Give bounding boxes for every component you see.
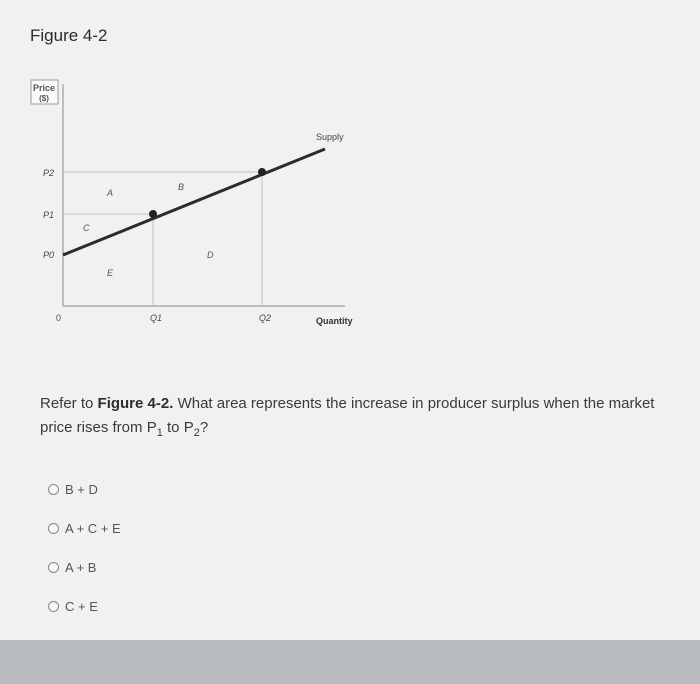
answer-option-label: A + C + E	[65, 520, 121, 536]
area-label-b: B	[178, 182, 185, 192]
figure-title: Figure 4-2	[30, 26, 108, 45]
supply-curve	[63, 149, 325, 255]
radio-button[interactable]	[48, 484, 59, 495]
price-tick-p1: P1	[43, 210, 55, 220]
area-label-d: D	[207, 250, 214, 260]
answer-option-3[interactable]	[48, 556, 121, 578]
y-axis-unit: ($)	[39, 94, 49, 103]
answer-option-label: C + E	[65, 598, 98, 614]
radio-button[interactable]	[48, 523, 59, 534]
answer-option-1[interactable]	[48, 478, 121, 500]
price-tick-p0: P0	[43, 250, 55, 260]
area-label-c: C	[83, 223, 90, 233]
origin-label: 0	[56, 313, 62, 323]
question-prefix: Refer to	[40, 395, 94, 412]
question-text	[40, 392, 670, 445]
question-connector: to	[167, 419, 180, 436]
answer-option-4[interactable]	[48, 595, 121, 617]
area-label-e: E	[107, 268, 114, 278]
question-body: What area represents the increase in producer surplus when the market price rises from	[40, 395, 655, 436]
price-to: $P_2$	[183, 419, 200, 439]
bottom-bar	[0, 640, 700, 684]
figure-reference: Figure 4-2.	[97, 395, 174, 412]
quantity-tick-q2: Q2	[259, 313, 272, 323]
question-suffix: ?	[199, 419, 209, 436]
price-tick-p2: P2	[43, 168, 55, 178]
y-axis-label: Price	[32, 83, 56, 93]
price-from: $P_1$	[146, 419, 163, 439]
area-label-a: A	[107, 188, 114, 198]
quantity-tick-q1: Q1	[150, 313, 163, 323]
answer-option-2[interactable]	[48, 517, 121, 539]
answer-option-label: B + D	[65, 481, 98, 497]
answer-option-label: A + B	[65, 559, 97, 575]
radio-button[interactable]	[48, 601, 59, 612]
x-axis-label: Quantity	[316, 316, 353, 326]
radio-button[interactable]	[48, 562, 59, 573]
equilibrium-point-1	[149, 210, 157, 218]
answer-options	[48, 478, 121, 634]
supply-label: Supply	[316, 132, 344, 142]
equilibrium-point-2	[258, 168, 266, 176]
